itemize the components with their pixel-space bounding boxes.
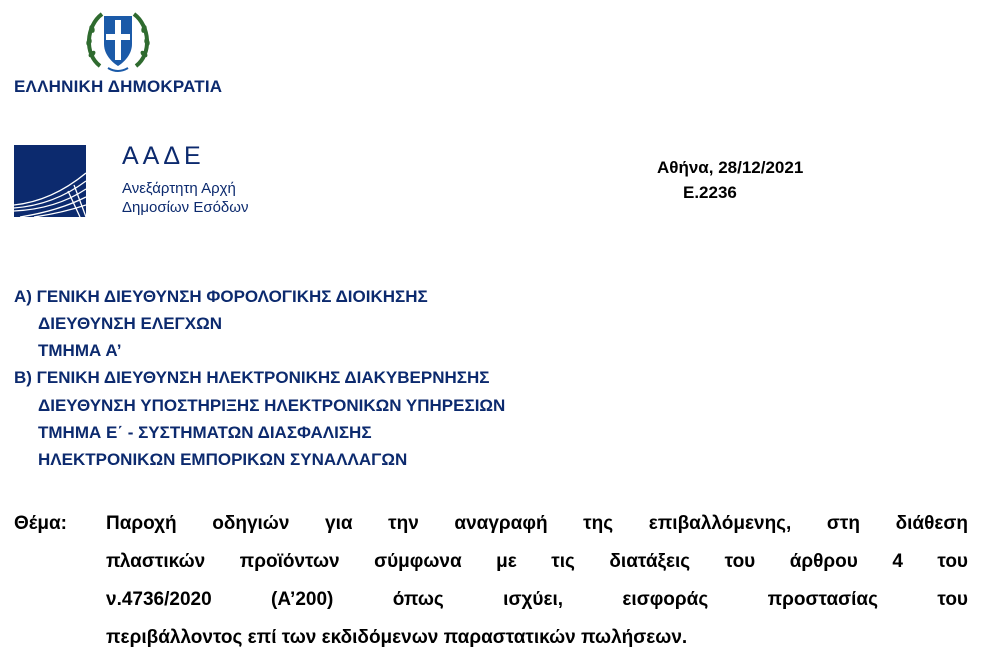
recipient-line: ΤΜΗΜΑ Ε΄ - ΣΥΣΤΗΜΑΤΩΝ ΔΙΑΣΦΑΛΙΣΗΣ	[38, 423, 372, 442]
greek-emblem-icon	[80, 6, 156, 76]
subject-label: Θέμα:	[14, 513, 67, 534]
authority-name-line2: Δημοσίων Εσόδων	[122, 199, 249, 216]
recipient-line: ΔΙΕΥΘΥΝΣΗ ΕΛΕΓΧΩΝ	[38, 314, 223, 333]
subject-text-line: περιβάλλοντος επί των εκδιδόμενων παραστατικών πωλήσεων.	[106, 627, 688, 648]
recipient-line: Α) ΓΕΝΙΚΗ ΔΙΕΥΘΥΝΣΗ ΦΟΡΟΛΟΓΙΚΗΣ ΔΙΟΙΚΗΣΗΣ	[14, 287, 428, 306]
protocol-number: Ε.2236	[683, 183, 737, 202]
country-name: ΕΛΛΗΝΙΚΗ ΔΗΜΟΚΡΑΤΙΑ	[14, 77, 223, 96]
document-date: Αθήνα, 28/12/2021	[657, 158, 804, 177]
recipient-line: Β) ΓΕΝΙΚΗ ΔΙΕΥΘΥΝΣΗ ΗΛΕΚΤΡΟΝΙΚΗΣ ΔΙΑΚΥΒΕΡΝΗΣΗΣ	[14, 368, 490, 387]
subject-text-line: πλαστικών προϊόντων σύμφωνα με τις διατάξεις του άρθρου 4 του	[106, 551, 968, 572]
recipient-line: ΗΛΕΚΤΡΟΝΙΚΩΝ ΕΜΠΟΡΙΚΩΝ ΣΥΝΑΛΛΑΓΩΝ	[38, 450, 408, 469]
recipient-line: ΤΜΗΜΑ Α’	[38, 341, 122, 360]
authority-name-line1: Ανεξάρτητη Αρχή	[122, 180, 236, 197]
authority-acronym: ΑΑΔΕ	[122, 142, 205, 170]
recipient-line: ΔΙΕΥΘΥΝΣΗ ΥΠΟΣΤΗΡΙΞΗΣ ΗΛΕΚΤΡΟΝΙΚΩΝ ΥΠΗΡΕΣΙΩΝ	[38, 396, 506, 415]
subject-text-line: Παροχή οδηγιών για την αναγραφή της επιβαλλόμενης, στη διάθεση	[106, 513, 968, 534]
aade-logo-icon	[14, 145, 86, 217]
subject-text-line: ν.4736/2020 (Α’200) όπως ισχύει, εισφοράς προστασίας του	[106, 589, 968, 610]
